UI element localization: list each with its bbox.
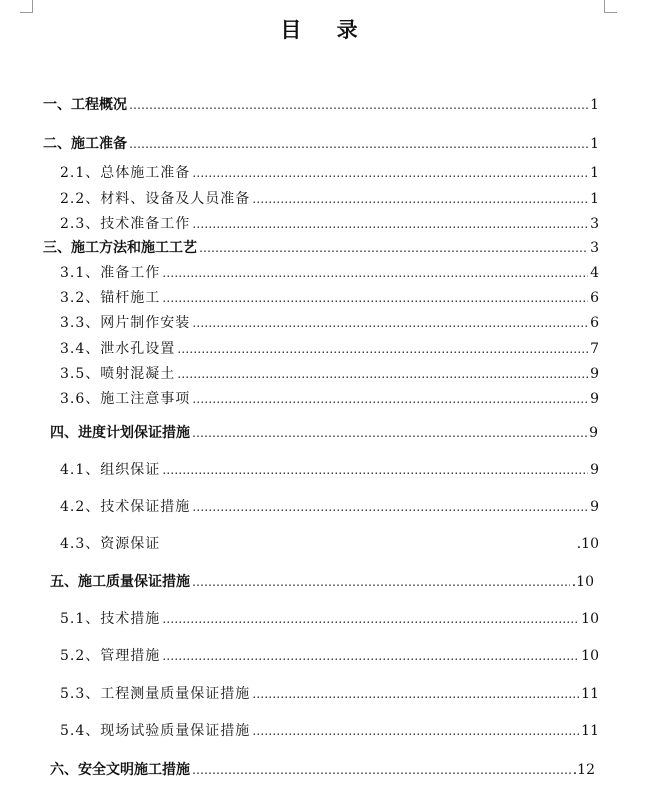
toc-entry-page: .10 bbox=[571, 574, 594, 590]
toc-entry-page: 1 bbox=[590, 97, 599, 113]
dot-leader bbox=[192, 572, 570, 592]
dot-leader bbox=[192, 760, 571, 780]
toc-entry-title: 5.4、现场试验质量保证措施 bbox=[60, 723, 251, 739]
dot-leader bbox=[162, 263, 588, 283]
toc-entry-title: 3.6、施工注意事项 bbox=[60, 391, 191, 407]
toc-entry-page: .10 bbox=[576, 536, 599, 552]
toc-entry[interactable] bbox=[60, 497, 599, 517]
toc-entry[interactable] bbox=[60, 163, 599, 183]
dot-leader bbox=[162, 288, 588, 308]
toc-entry-page: 10 bbox=[581, 648, 599, 664]
toc-entry-title: 5.3、工程测量质量保证措施 bbox=[60, 686, 251, 702]
toc-entry-page: 9 bbox=[590, 366, 599, 382]
dot-leader bbox=[192, 163, 588, 183]
toc-entry-title: 六、安全文明施工措施 bbox=[50, 762, 190, 778]
toc-entry-page: 3 bbox=[590, 240, 599, 256]
toc-entry-page: .12 bbox=[572, 762, 595, 778]
dot-leader bbox=[129, 95, 588, 115]
toc-entry-title: 2.1、总体施工准备 bbox=[60, 165, 191, 181]
toc-entry-page: 1 bbox=[590, 136, 599, 152]
toc-entry-page: 6 bbox=[590, 315, 599, 331]
toc-entry-title: 4.2、技术保证措施 bbox=[60, 499, 191, 515]
dot-leader bbox=[177, 339, 588, 359]
toc-entry-page: 9 bbox=[590, 499, 599, 515]
toc-entry-page: 9 bbox=[590, 391, 599, 407]
dot-leader bbox=[162, 609, 579, 629]
dot-leader bbox=[252, 189, 588, 209]
toc-entry-page: 7 bbox=[590, 341, 599, 357]
dot-leader bbox=[162, 646, 579, 666]
dot-leader bbox=[192, 423, 587, 443]
dot-leader bbox=[177, 364, 588, 384]
toc-entry-page: 9 bbox=[589, 425, 598, 441]
dot-leader bbox=[192, 214, 588, 234]
toc-entry[interactable] bbox=[60, 534, 599, 554]
toc-entry[interactable] bbox=[50, 572, 594, 592]
toc-entry-title: 3.1、准备工作 bbox=[60, 265, 161, 281]
toc-entry-title: 4.3、资源保证 bbox=[60, 536, 161, 552]
toc-entry[interactable] bbox=[60, 189, 599, 209]
toc-entry-title: 3.3、网片制作安装 bbox=[60, 315, 191, 331]
toc-entry[interactable] bbox=[43, 95, 599, 115]
dot-leader bbox=[252, 684, 579, 704]
toc-entry-page: 6 bbox=[590, 290, 599, 306]
toc-entry-page: 11 bbox=[581, 723, 599, 739]
toc-title: 目 录 bbox=[280, 18, 372, 42]
toc-entry-title: 一、工程概况 bbox=[43, 97, 127, 113]
dot-leader bbox=[192, 389, 588, 409]
toc-entry-title: 三、施工方法和施工工艺 bbox=[43, 240, 197, 256]
toc-entry[interactable] bbox=[43, 238, 599, 258]
page-corner-mark-left bbox=[20, 0, 33, 13]
dot-leader bbox=[192, 313, 588, 333]
toc-entry-title: 4.1、组织保证 bbox=[60, 462, 161, 478]
dot-leader bbox=[252, 721, 579, 741]
dot-leader bbox=[129, 134, 588, 154]
toc-entry[interactable] bbox=[60, 684, 599, 704]
dot-leader bbox=[162, 460, 588, 480]
toc-entry-title: 二、施工准备 bbox=[43, 136, 127, 152]
toc-entry-title: 五、施工质量保证措施 bbox=[50, 574, 190, 590]
toc-entry[interactable] bbox=[60, 313, 599, 333]
toc-entry[interactable] bbox=[50, 423, 598, 443]
toc-entry-title: 四、进度计划保证措施 bbox=[50, 425, 190, 441]
toc-entry[interactable] bbox=[60, 460, 599, 480]
toc-entry-page: 11 bbox=[581, 686, 599, 702]
toc-entry-page: 3 bbox=[590, 216, 599, 232]
toc-entry-title: 5.2、管理措施 bbox=[60, 648, 161, 664]
toc-entry-page: 1 bbox=[590, 165, 599, 181]
toc-entry[interactable] bbox=[60, 214, 599, 234]
toc-entry-title: 2.3、技术准备工作 bbox=[60, 216, 191, 232]
toc-entry[interactable] bbox=[60, 364, 599, 384]
toc-entry-page: 4 bbox=[590, 265, 599, 281]
toc-entry[interactable] bbox=[60, 339, 599, 359]
toc-entry[interactable] bbox=[60, 609, 599, 629]
toc-entry-page: 10 bbox=[581, 611, 599, 627]
toc-entry-page: 9 bbox=[590, 462, 599, 478]
toc-entry-title: 5.1、技术措施 bbox=[60, 611, 161, 627]
toc-entry-title: 3.5、喷射混凝土 bbox=[60, 366, 176, 382]
toc-entry[interactable] bbox=[60, 721, 599, 741]
dot-leader bbox=[192, 497, 588, 517]
toc-entry[interactable] bbox=[43, 134, 599, 154]
toc-entry[interactable] bbox=[60, 263, 599, 283]
toc-entry-page: 1 bbox=[590, 191, 599, 207]
toc-entry-title: 3.4、泄水孔设置 bbox=[60, 341, 176, 357]
toc-entry[interactable] bbox=[50, 760, 595, 780]
toc-entry[interactable] bbox=[60, 288, 599, 308]
page-corner-mark-right bbox=[604, 0, 617, 13]
toc-entry[interactable] bbox=[60, 646, 599, 666]
toc-entry-title: 2.2、材料、设备及人员准备 bbox=[60, 191, 251, 207]
dot-leader bbox=[199, 238, 588, 258]
toc-entry[interactable] bbox=[60, 389, 599, 409]
toc-entry-title: 3.2、锚杆施工 bbox=[60, 290, 161, 306]
